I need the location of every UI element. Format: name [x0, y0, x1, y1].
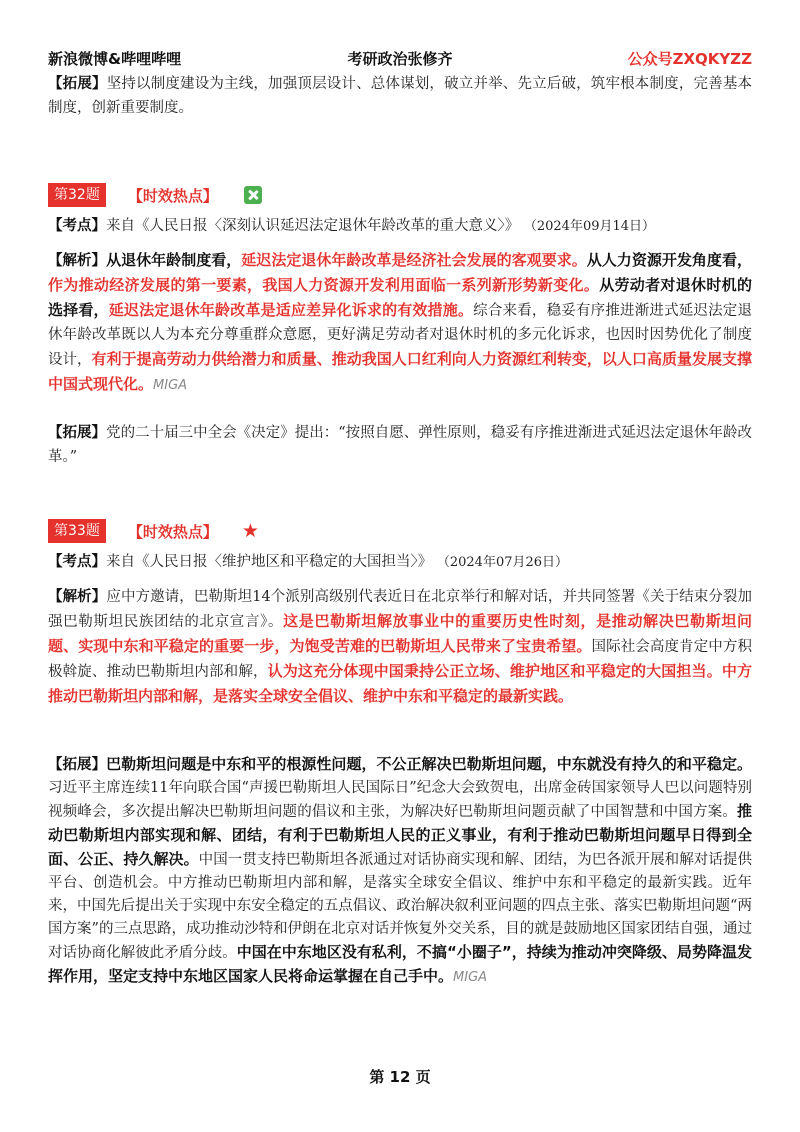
jiexi-highlight-text: 这是巴勒斯坦解放事业中的重要历史性时刻，是推动解决巴勒斯坦问题、实现中东和平稳定的重要一步，为饱受苦难的巴勒斯坦人民带来了宝贵希望。 — [48, 612, 752, 655]
q33-jiexi-paragraph — [48, 585, 752, 709]
q33-kaodian-paragraph — [48, 550, 752, 575]
kaodian-date: （2024年07月26日） — [436, 555, 569, 570]
star-icon: ★ — [241, 520, 259, 542]
kaodian-date: （2024年09月14日） — [523, 219, 656, 234]
topic-tag: 【时效热点】 — [127, 186, 218, 205]
jiexi-highlight-text: 延迟法定退休年龄改革是经济社会发展的客观要求。 — [241, 251, 587, 269]
tuozhan-text: 党的二十届三中全会《决定》提出：“按照自愿、弹性原则，稳妥有序推进渐进式延迟法定退休年龄改革。” — [48, 425, 753, 465]
tuozhan-plain-text: 习近平主席连续11年向联合国“声援巴勒斯坦人民国际日”纪念大会致贺电，出席金砖国家领导人巴以问题特别视频峰会，多次提出解决巴勒斯坦问题的倡议和主张，为解决好巴勒斯坦问题贡献了中国智慧和中国方案。 — [48, 780, 752, 820]
page-header — [48, 48, 752, 72]
jiexi-highlight-text: 中方推动巴勒斯坦内部和解，是落实全球安全倡议、维护中东和平稳定的最新实践。 — [48, 662, 752, 705]
kaodian-source: 来自《人民日报〈维护地区和平稳定的大国担当〉》 — [106, 554, 433, 570]
tuozhan-label: 【拓展】 — [48, 425, 107, 441]
topic-tag: 【时效热点】 — [127, 522, 218, 541]
jiexi-label: 【解析】 — [48, 589, 107, 605]
jiexi-plain-text: 综合来看，稳妥有序推进渐进式延迟法定退休年龄改革既以人为本充分尊重群众意愿，更好满足劳动者对退休时机的多元化诉求，也因时因势优化了制度设计， — [48, 303, 752, 368]
jiexi-bold-text: 从人力资源开发角度看， — [586, 251, 752, 269]
jiexi-bold-text: 从劳动者对退休时机的选择看， — [48, 276, 752, 319]
kaodian-label: 【考点】 — [48, 218, 106, 234]
tuozhan-bold-text: 推动巴勒斯坦内部实现和解、团结，有利于巴勒斯坦人民的正义事业，有利于推动巴勒斯坦问题早日得到全面、公正、持久解决。 — [48, 802, 752, 868]
jiexi-label: 【解析】 — [48, 253, 107, 269]
page-number: 第 12 页 — [369, 1068, 431, 1086]
q33-tuozhan-paragraph — [48, 753, 752, 989]
tuozhan-bold-text: 中国在中东地区没有私利，不搞“小圈子”，持续为推动冲突降级、局势降温发挥作用，坚定支持中东地区国家人民将命运掌握在自己手中。 — [48, 943, 752, 985]
header-author: 考研政治张修齐 — [347, 50, 453, 68]
expand-label: 【拓展】 — [48, 76, 107, 92]
miga-watermark-text: MIGA — [453, 970, 488, 985]
jiexi-bold-text: 从退休年龄制度看， — [106, 251, 242, 269]
tuozhan-plain-text: 中国一贯支持巴勒斯坦各派通过对话协商实现和解、团结，为巴各派开展和解对话提供平台、创造机会。中方推动巴勒斯坦内部和解，是落实全球安全倡议、维护中东和平稳定的最新实践。近年来，中国先后提出关于实现中东安全稳定的五点倡议、政治解决叙利亚问题的四点主张、落实巴勒斯坦问题“两国方案”的三点思路，成功推动沙特和伊朗在北京对话并恢复外交关系，目的就是鼓励地区国家团结自强，通过对话协商化解彼此矛盾分歧。 — [48, 852, 752, 961]
kaodian-label: 【考点】 — [48, 554, 106, 570]
kaodian-source: 来自《人民日报〈深刻认识延迟法定退休年龄改革的重大意义〉》 — [106, 218, 520, 234]
tuozhan-bold-text: 巴勒斯坦问题是中东和平的根源性问题，不公正解决巴勒斯坦问题，中东就没有持久的和平稳定。 — [106, 755, 752, 773]
x-mark-icon — [244, 186, 262, 204]
question-32-heading — [48, 183, 262, 207]
jiexi-highlight-text: 有利于提高劳动力供给潜力和质量、推动我国人口红利向人力资源红利转变，以人口高质量发展支撑中国式现代化。 — [48, 350, 753, 393]
miga-watermark-text: MIGA — [153, 378, 188, 393]
q32-jiexi-paragraph — [48, 248, 752, 398]
q32-tuozhan-paragraph — [48, 421, 752, 469]
question-number-badge: 第32题 — [48, 183, 106, 207]
question-33-heading — [48, 519, 259, 543]
jiexi-highlight-text: 延迟法定退休年龄改革是适应差异化诉求的有效措施。 — [108, 301, 474, 319]
jiexi-highlight-text: 作为推动经济发展的第一要素，我国人力资源开发利用面临一系列新形势新变化。 — [48, 276, 600, 294]
jiexi-plain-text: 应中方邀请，巴勒斯坦14个派别高级别代表近日在北京举行和解对话，并共同签署《关于结束分裂加强巴勒斯坦民族团结的北京宣言》。 — [48, 589, 753, 630]
header-weibo-bilibili: 新浪微博&哔哩哔哩 — [48, 50, 182, 68]
previous-expand-paragraph — [48, 72, 752, 120]
jiexi-plain-text: 国际社会高度肯定中方积极斡旋、推动巴勒斯坦内部和解， — [48, 639, 752, 680]
tuozhan-label: 【拓展】 — [48, 757, 107, 773]
jiexi-highlight-text: 认为这充分体现中国秉持公正立场、维护地区和平稳定的大国担当。 — [267, 662, 722, 680]
q32-kaodian-paragraph — [48, 214, 752, 239]
header-wechat-account: 公众号ZXQKYZZ — [627, 50, 752, 68]
expand-text: 坚持以制度建设为主线，加强顶层设计、总体谋划，破立并举、先立后破，筑牢根本制度，完善基本制度，创新重要制度。 — [48, 76, 753, 116]
question-number-badge: 第33题 — [48, 519, 106, 543]
